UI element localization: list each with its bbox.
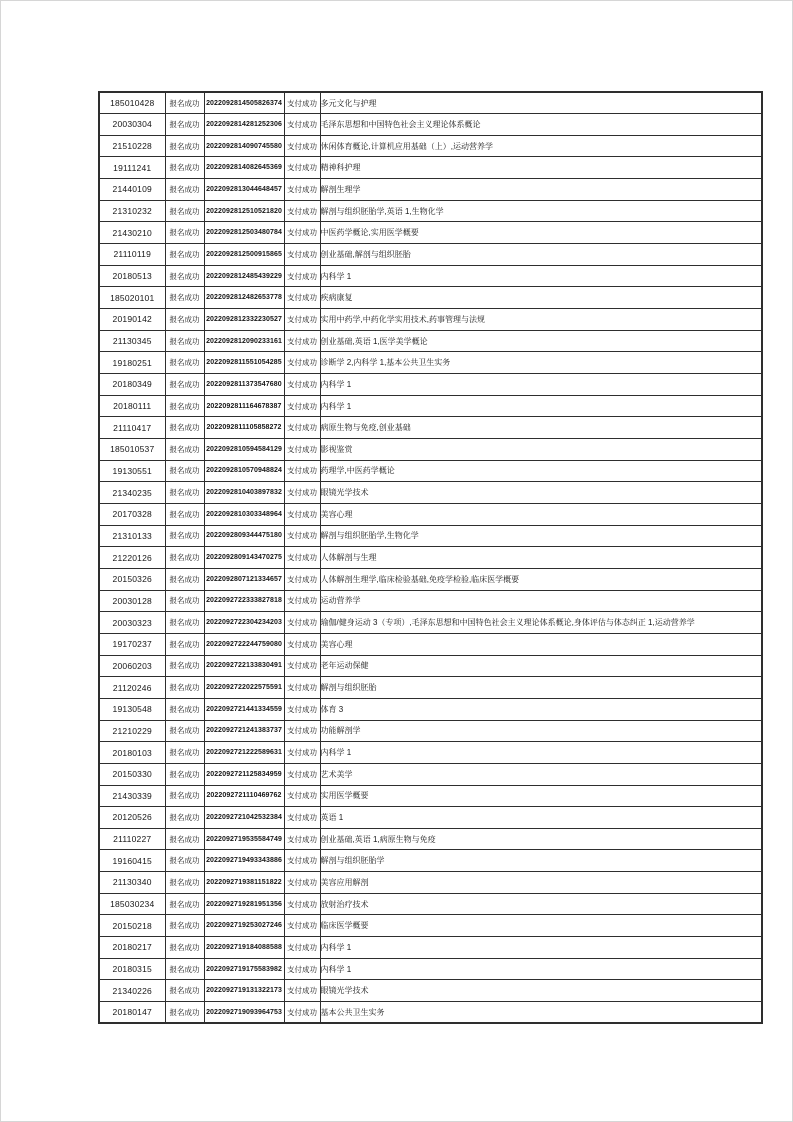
table-row (99, 958, 762, 980)
table-row (99, 352, 762, 374)
table-row (99, 482, 762, 504)
order-number: 2022092721241383737 (204, 720, 284, 742)
pay-status: 支付成功 (284, 677, 320, 699)
table-row (99, 915, 762, 937)
order-number: 2022092719175583982 (204, 958, 284, 980)
order-number: 2022092807121334657 (204, 568, 284, 590)
course-list: 疾病康复 (320, 287, 762, 309)
pay-status: 支付成功 (284, 330, 320, 352)
pay-status: 支付成功 (284, 720, 320, 742)
order-number: 2022092812500915865 (204, 244, 284, 266)
pay-status: 支付成功 (284, 287, 320, 309)
pay-status: 支付成功 (284, 850, 320, 872)
signup-status: 报名成功 (165, 525, 204, 547)
pay-status: 支付成功 (284, 114, 320, 136)
order-number: 2022092811105858272 (204, 417, 284, 439)
pay-status: 支付成功 (284, 828, 320, 850)
pay-status: 支付成功 (284, 352, 320, 374)
pay-status: 支付成功 (284, 612, 320, 634)
order-number: 2022092812510521820 (204, 200, 284, 222)
table-row (99, 677, 762, 699)
student-id: 20170328 (99, 503, 165, 525)
signup-status: 报名成功 (165, 200, 204, 222)
pay-status: 支付成功 (284, 590, 320, 612)
pay-status: 支付成功 (284, 482, 320, 504)
order-number: 2022092811551054285 (204, 352, 284, 374)
pay-status: 支付成功 (284, 915, 320, 937)
course-list: 创业基础,英语 1,病原生物与免疫 (320, 828, 762, 850)
table-row (99, 828, 762, 850)
course-list: 创业基础,解剖与组织胚胎 (320, 244, 762, 266)
course-list: 英语 1 (320, 807, 762, 829)
table-row (99, 374, 762, 396)
student-id: 21430339 (99, 785, 165, 807)
signup-status: 报名成功 (165, 807, 204, 829)
table-row (99, 1002, 762, 1024)
student-id: 21340235 (99, 482, 165, 504)
course-list: 解剖与组织胚胎学 (320, 850, 762, 872)
pay-status: 支付成功 (284, 872, 320, 894)
course-list: 临床医学概要 (320, 915, 762, 937)
order-number: 2022092719281951356 (204, 893, 284, 915)
table-row (99, 200, 762, 222)
table-row (99, 893, 762, 915)
course-list: 内科学 1 (320, 937, 762, 959)
pay-status: 支付成功 (284, 937, 320, 959)
signup-status: 报名成功 (165, 1002, 204, 1024)
course-list: 休闲体育概论,计算机应用基础（上）,运动营养学 (320, 135, 762, 157)
pay-status: 支付成功 (284, 568, 320, 590)
student-id: 185030234 (99, 893, 165, 915)
course-list: 实用中药学,中药化学实用技术,药事管理与法规 (320, 309, 762, 331)
table-body (99, 92, 762, 1023)
signup-status: 报名成功 (165, 742, 204, 764)
table-row (99, 244, 762, 266)
signup-status: 报名成功 (165, 395, 204, 417)
table-row (99, 135, 762, 157)
student-id: 21510228 (99, 135, 165, 157)
course-list: 放射治疗技术 (320, 893, 762, 915)
order-number: 2022092719493343886 (204, 850, 284, 872)
table-row (99, 655, 762, 677)
signup-status: 报名成功 (165, 309, 204, 331)
signup-status: 报名成功 (165, 958, 204, 980)
student-id: 20060203 (99, 655, 165, 677)
signup-status: 报名成功 (165, 893, 204, 915)
signup-status: 报名成功 (165, 612, 204, 634)
student-id: 19130548 (99, 698, 165, 720)
order-number: 2022092721125834959 (204, 763, 284, 785)
student-id: 21220126 (99, 547, 165, 569)
order-number: 2022092809143470275 (204, 547, 284, 569)
table-row (99, 872, 762, 894)
signup-status: 报名成功 (165, 374, 204, 396)
student-id: 185010428 (99, 92, 165, 114)
table-row (99, 547, 762, 569)
student-id: 185010537 (99, 439, 165, 461)
course-list: 影视鉴赏 (320, 439, 762, 461)
course-list: 内科学 1 (320, 374, 762, 396)
course-list: 人体解剖生理学,临床检验基础,免疫学检验,临床医学概要 (320, 568, 762, 590)
order-number: 2022092721110469762 (204, 785, 284, 807)
signup-status: 报名成功 (165, 763, 204, 785)
course-list: 精神科护理 (320, 157, 762, 179)
table-row (99, 612, 762, 634)
signup-status: 报名成功 (165, 114, 204, 136)
course-list: 眼镜光学技术 (320, 482, 762, 504)
signup-status: 报名成功 (165, 568, 204, 590)
order-number: 2022092812503480784 (204, 222, 284, 244)
pay-status: 支付成功 (284, 547, 320, 569)
order-number: 2022092722022575591 (204, 677, 284, 699)
order-number: 2022092809344475180 (204, 525, 284, 547)
student-id: 19160415 (99, 850, 165, 872)
student-id: 19180251 (99, 352, 165, 374)
table-row (99, 439, 762, 461)
table-row (99, 937, 762, 959)
student-id: 19130551 (99, 460, 165, 482)
course-list: 美容心理 (320, 503, 762, 525)
student-id: 21130340 (99, 872, 165, 894)
registration-payment-table (98, 91, 763, 1024)
order-number: 2022092722333827818 (204, 590, 284, 612)
student-id: 21310133 (99, 525, 165, 547)
course-list: 内科学 1 (320, 395, 762, 417)
course-list: 解剖与组织胚胎学,英语 1,生物化学 (320, 200, 762, 222)
course-list: 实用医学概要 (320, 785, 762, 807)
course-list: 毛泽东思想和中国特色社会主义理论体系概论 (320, 114, 762, 136)
signup-status: 报名成功 (165, 157, 204, 179)
course-list: 内科学 1 (320, 958, 762, 980)
order-number: 2022092722304234203 (204, 612, 284, 634)
table-row (99, 395, 762, 417)
order-number: 2022092721441334559 (204, 698, 284, 720)
order-number: 2022092721222589631 (204, 742, 284, 764)
course-list: 基本公共卫生实务 (320, 1002, 762, 1024)
signup-status: 报名成功 (165, 872, 204, 894)
table-row (99, 287, 762, 309)
course-list: 美容应用解剖 (320, 872, 762, 894)
student-id: 20190142 (99, 309, 165, 331)
student-id: 20030323 (99, 612, 165, 634)
student-id: 20030304 (99, 114, 165, 136)
pay-status: 支付成功 (284, 222, 320, 244)
table-row (99, 503, 762, 525)
signup-status: 报名成功 (165, 503, 204, 525)
signup-status: 报名成功 (165, 590, 204, 612)
order-number: 2022092722244759080 (204, 633, 284, 655)
course-list: 病原生物与免疫,创业基础 (320, 417, 762, 439)
course-list: 运动营养学 (320, 590, 762, 612)
order-number: 2022092810570948824 (204, 460, 284, 482)
pay-status: 支付成功 (284, 374, 320, 396)
order-number: 2022092721042532384 (204, 807, 284, 829)
pay-status: 支付成功 (284, 655, 320, 677)
order-number: 2022092814505826374 (204, 92, 284, 114)
pay-status: 支付成功 (284, 893, 320, 915)
course-list: 多元文化与护理 (320, 92, 762, 114)
signup-status: 报名成功 (165, 720, 204, 742)
order-number: 2022092812332230527 (204, 309, 284, 331)
course-list: 解剖与组织胚胎 (320, 677, 762, 699)
table-row (99, 525, 762, 547)
order-number: 2022092814090745580 (204, 135, 284, 157)
course-list: 解剖生理学 (320, 179, 762, 201)
course-list: 中医药学概论,实用医学概要 (320, 222, 762, 244)
student-id: 21120246 (99, 677, 165, 699)
pay-status: 支付成功 (284, 309, 320, 331)
signup-status: 报名成功 (165, 287, 204, 309)
student-id: 19111241 (99, 157, 165, 179)
table-row (99, 785, 762, 807)
table-row (99, 742, 762, 764)
student-id: 20180147 (99, 1002, 165, 1024)
table-row (99, 92, 762, 114)
course-list: 功能解剖学 (320, 720, 762, 742)
student-id: 20120526 (99, 807, 165, 829)
pay-status: 支付成功 (284, 958, 320, 980)
student-id: 20180315 (99, 958, 165, 980)
signup-status: 报名成功 (165, 135, 204, 157)
signup-status: 报名成功 (165, 222, 204, 244)
pay-status: 支付成功 (284, 742, 320, 764)
course-list: 诊断学 2,内科学 1,基本公共卫生实务 (320, 352, 762, 374)
student-id: 20180103 (99, 742, 165, 764)
pay-status: 支付成功 (284, 763, 320, 785)
signup-status: 报名成功 (165, 482, 204, 504)
pay-status: 支付成功 (284, 395, 320, 417)
table-row (99, 850, 762, 872)
student-id: 21210229 (99, 720, 165, 742)
student-id: 185020101 (99, 287, 165, 309)
signup-status: 报名成功 (165, 915, 204, 937)
order-number: 2022092814281252306 (204, 114, 284, 136)
pay-status: 支付成功 (284, 92, 320, 114)
signup-status: 报名成功 (165, 785, 204, 807)
order-number: 2022092722133830491 (204, 655, 284, 677)
course-list: 眼镜光学技术 (320, 980, 762, 1002)
table-row (99, 633, 762, 655)
order-number: 2022092812090233161 (204, 330, 284, 352)
signup-status: 报名成功 (165, 677, 204, 699)
order-number: 2022092810594584129 (204, 439, 284, 461)
table-row (99, 720, 762, 742)
pay-status: 支付成功 (284, 439, 320, 461)
order-number: 2022092719253027246 (204, 915, 284, 937)
table-row (99, 157, 762, 179)
signup-status: 报名成功 (165, 460, 204, 482)
signup-status: 报名成功 (165, 655, 204, 677)
pay-status: 支付成功 (284, 179, 320, 201)
signup-status: 报名成功 (165, 980, 204, 1002)
course-list: 创业基础,英语 1,医学美学概论 (320, 330, 762, 352)
course-list: 内科学 1 (320, 742, 762, 764)
signup-status: 报名成功 (165, 828, 204, 850)
signup-status: 报名成功 (165, 439, 204, 461)
student-id: 20030128 (99, 590, 165, 612)
pay-status: 支付成功 (284, 525, 320, 547)
student-id: 21430210 (99, 222, 165, 244)
order-number: 2022092810303348964 (204, 503, 284, 525)
order-number: 2022092813044648457 (204, 179, 284, 201)
course-list: 解剖与组织胚胎学,生物化学 (320, 525, 762, 547)
table-row (99, 763, 762, 785)
signup-status: 报名成功 (165, 417, 204, 439)
order-number: 2022092719535584749 (204, 828, 284, 850)
table-row (99, 309, 762, 331)
table-row (99, 460, 762, 482)
student-id: 21340226 (99, 980, 165, 1002)
order-number: 2022092811164678387 (204, 395, 284, 417)
order-number: 2022092814082645369 (204, 157, 284, 179)
table-row (99, 222, 762, 244)
table-row (99, 807, 762, 829)
signup-status: 报名成功 (165, 937, 204, 959)
signup-status: 报名成功 (165, 330, 204, 352)
pay-status: 支付成功 (284, 1002, 320, 1024)
signup-status: 报名成功 (165, 698, 204, 720)
table-row (99, 417, 762, 439)
table-row (99, 330, 762, 352)
signup-status: 报名成功 (165, 179, 204, 201)
course-list: 艺术美学 (320, 763, 762, 785)
signup-status: 报名成功 (165, 547, 204, 569)
student-id: 21110227 (99, 828, 165, 850)
pay-status: 支付成功 (284, 785, 320, 807)
student-id: 21440109 (99, 179, 165, 201)
pay-status: 支付成功 (284, 157, 320, 179)
order-number: 2022092812482653778 (204, 287, 284, 309)
table-row (99, 265, 762, 287)
course-list: 人体解剖与生理 (320, 547, 762, 569)
signup-status: 报名成功 (165, 265, 204, 287)
signup-status: 报名成功 (165, 352, 204, 374)
student-id: 21110119 (99, 244, 165, 266)
pay-status: 支付成功 (284, 417, 320, 439)
student-id: 20180349 (99, 374, 165, 396)
signup-status: 报名成功 (165, 244, 204, 266)
pay-status: 支付成功 (284, 135, 320, 157)
student-id: 20150326 (99, 568, 165, 590)
table-row (99, 980, 762, 1002)
course-list: 药理学,中医药学概论 (320, 460, 762, 482)
signup-status: 报名成功 (165, 850, 204, 872)
student-id: 20180111 (99, 395, 165, 417)
table-row (99, 590, 762, 612)
course-list: 体育 3 (320, 698, 762, 720)
course-list: 美容心理 (320, 633, 762, 655)
table-row (99, 568, 762, 590)
pay-status: 支付成功 (284, 980, 320, 1002)
pay-status: 支付成功 (284, 244, 320, 266)
student-id: 20150330 (99, 763, 165, 785)
pay-status: 支付成功 (284, 503, 320, 525)
student-id: 19170237 (99, 633, 165, 655)
pay-status: 支付成功 (284, 807, 320, 829)
student-id: 21110417 (99, 417, 165, 439)
order-number: 2022092812485439229 (204, 265, 284, 287)
student-id: 20180513 (99, 265, 165, 287)
pay-status: 支付成功 (284, 460, 320, 482)
pay-status: 支付成功 (284, 200, 320, 222)
order-number: 2022092719381151822 (204, 872, 284, 894)
student-id: 21130345 (99, 330, 165, 352)
student-id: 20150218 (99, 915, 165, 937)
course-list: 老年运动保健 (320, 655, 762, 677)
course-list: 内科学 1 (320, 265, 762, 287)
student-id: 20180217 (99, 937, 165, 959)
order-number: 2022092719184088588 (204, 937, 284, 959)
order-number: 2022092719131322173 (204, 980, 284, 1002)
order-number: 2022092810403897832 (204, 482, 284, 504)
signup-status: 报名成功 (165, 92, 204, 114)
table-row (99, 179, 762, 201)
student-id: 21310232 (99, 200, 165, 222)
table-row (99, 114, 762, 136)
pay-status: 支付成功 (284, 698, 320, 720)
pay-status: 支付成功 (284, 265, 320, 287)
order-number: 2022092811373547680 (204, 374, 284, 396)
table-row (99, 698, 762, 720)
order-number: 2022092719093964753 (204, 1002, 284, 1024)
pay-status: 支付成功 (284, 633, 320, 655)
signup-status: 报名成功 (165, 633, 204, 655)
course-list: 瑜伽/健身运动 3（专项）,毛泽东思想和中国特色社会主义理论体系概论,身体评估与体态纠正 1,运动营养学 (320, 612, 762, 634)
